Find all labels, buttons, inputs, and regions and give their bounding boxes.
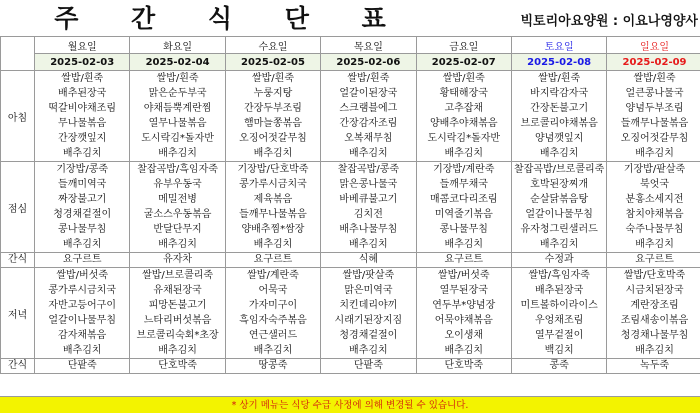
menu-item: 찰잡곡밥/흑임자죽 (137, 164, 218, 175)
day-date-6: 2025-02-09 (607, 54, 700, 71)
menu-item: 스크램블에그 (339, 103, 398, 114)
menu-item: 양배추야채볶음 (429, 118, 498, 129)
menu-item: 배추김치 (158, 148, 197, 159)
snack-cell: 요구르트 (416, 253, 511, 268)
menu-item: 배추김치 (539, 239, 579, 250)
snack-cell: 녹두죽 (607, 359, 700, 374)
menu-item: 찰잡곡밥/브로콜리죽 (513, 164, 605, 175)
menu-item: 배추김치 (253, 239, 293, 250)
corner-cell (1, 37, 35, 71)
dinner-cell (607, 268, 700, 359)
menu-item: 조림새송이볶음 (620, 315, 689, 326)
dinner-cell (130, 268, 225, 359)
menu-item: 북엇국 (640, 179, 670, 190)
menu-item: 누룽지탕 (253, 88, 293, 99)
menu-item: 브로콜리야채볶음 (520, 118, 598, 129)
menu-item: 배추나물무침 (339, 224, 398, 235)
menu-item: 콩가루시금치국 (48, 285, 116, 296)
menu-item: 배추김치 (349, 239, 388, 250)
menu-item: 야채듬뿍계란찜 (143, 103, 212, 114)
snack-cell: 단호박죽 (130, 359, 225, 374)
menu-item: 배추김치 (158, 239, 197, 250)
snack1-label: 간식 (1, 253, 35, 268)
menu-item: 어묵야채볶음 (434, 315, 493, 326)
day-name-0: 월요일 (35, 37, 130, 54)
menu-item: 얼갈이나물무침 (525, 209, 593, 220)
menu-item: 쌀밥/흰죽 (251, 73, 294, 84)
menu-item: 제육볶음 (253, 194, 293, 205)
menu-item: 김치전 (353, 209, 383, 220)
menu-item: 배추김치 (444, 239, 484, 250)
menu-item: 배추김치 (349, 345, 388, 356)
menu-item: 간장깻잎지 (58, 133, 107, 144)
lunch-cell (607, 162, 700, 253)
snack-cell: 유자차 (130, 253, 225, 268)
menu-item: 기장밥/계란죽 (433, 164, 495, 175)
menu-item: 연두부*양념장 (432, 300, 496, 311)
menu-item: 쌀밥/흰죽 (156, 73, 199, 84)
menu-item: 느타리버섯볶음 (143, 315, 212, 326)
menu-item: 기장밥/단호박죽 (237, 164, 309, 175)
menu-item: 기장밥/콩죽 (56, 164, 109, 175)
menu-item: 오이생채 (444, 330, 484, 341)
menu-item: 청경채나물무침 (620, 330, 689, 341)
menu-item: 들깨무나물볶음 (239, 209, 307, 220)
menu-item: 배추김치 (253, 345, 293, 356)
menu-item: 참치야채볶음 (625, 209, 684, 220)
menu-item: 얼갈이된장국 (339, 88, 398, 99)
menu-item: 쌀밥/흰죽 (633, 73, 676, 84)
menu-item: 자반고등어구이 (48, 300, 116, 311)
snack-cell: 수정과 (511, 253, 606, 268)
menu-item: 브로콜리숙회*초장 (136, 330, 219, 341)
menu-item: 배추된장국 (534, 285, 584, 296)
menu-item: 반달단무지 (153, 224, 202, 235)
menu-item: 숙주나물무침 (625, 224, 684, 235)
day-date-4: 2025-02-07 (416, 54, 511, 71)
lunch-cell (416, 162, 511, 253)
lunch-row (1, 162, 700, 253)
menu-item: 감자채볶음 (58, 330, 107, 341)
menu-item: 시래기된장지짐 (334, 315, 403, 326)
menu-item: 호박된장찌개 (530, 179, 589, 190)
menu-item: 쌀밥/흰죽 (347, 73, 390, 84)
menu-item: 떡갈비야채조림 (48, 103, 116, 114)
menu-item: 맑은콩나물국 (339, 179, 398, 190)
day-date-5: 2025-02-08 (511, 54, 606, 71)
menu-item: 콩나물무침 (439, 224, 488, 235)
menu-item: 미역줄기볶음 (434, 209, 493, 220)
menu-item: 쌀밥/흰죽 (538, 73, 581, 84)
menu-item: 콩가루시금치국 (239, 179, 307, 190)
snack-cell: 요구르트 (225, 253, 320, 268)
facility-name: 빅토리아요양원 : 이요나영양사 (520, 14, 698, 29)
dinner-cell (35, 268, 130, 359)
day-name-1: 화요일 (130, 37, 225, 54)
menu-item: 치킨데리야끼 (339, 300, 398, 311)
snack-cell: 요구르트 (607, 253, 700, 268)
menu-item: 배추김치 (539, 148, 579, 159)
menu-item: 찰잡곡밥/콩죽 (337, 164, 400, 175)
menu-item: 열무된장국 (439, 285, 488, 296)
snack2-label: 간식 (1, 359, 35, 374)
menu-item: 굴소스우동볶음 (143, 209, 212, 220)
menu-item: 매콤코다리조림 (429, 194, 498, 205)
menu-item: 무나물볶음 (58, 118, 107, 129)
menu-item: 배추김치 (444, 345, 484, 356)
menu-item: 청경채겉절이 (339, 330, 398, 341)
dinner-cell (225, 268, 320, 359)
day-name-6: 일요일 (607, 37, 700, 54)
snack-cell: 단호박죽 (416, 359, 511, 374)
menu-item: 맑은미역국 (344, 285, 393, 296)
menu-item: 얼큰콩나물국 (625, 88, 684, 99)
day-date-0: 2025-02-03 (35, 54, 130, 71)
menu-item: 배추김치 (635, 345, 674, 356)
menu-item: 쌀밥/버섯죽 (437, 270, 490, 281)
breakfast-cell (321, 71, 416, 162)
dinner-cell (416, 268, 511, 359)
menu-item: 청경채겉절이 (53, 209, 112, 220)
menu-item: 배추된장국 (58, 88, 107, 99)
lunch-cell (130, 162, 225, 253)
menu-item: 배추김치 (253, 148, 293, 159)
menu-item: 연근샐러드 (248, 330, 298, 341)
day-date-1: 2025-02-04 (130, 54, 225, 71)
menu-item: 양념두부조림 (625, 103, 684, 114)
menu-item: 양념깻잎지 (534, 133, 584, 144)
menu-item: 배추김치 (444, 148, 484, 159)
menu-item: 들깨무나물볶음 (620, 118, 689, 129)
menu-item: 간장감자조림 (339, 118, 398, 129)
menu-item: 배추김치 (635, 239, 674, 250)
menu-item: 얼갈이나물무침 (48, 315, 116, 326)
snack-cell: 요구르트 (35, 253, 130, 268)
menu-item: 바베큐불고기 (339, 194, 398, 205)
menu-item: 배추김치 (158, 345, 197, 356)
menu-item: 오징어젓갈무침 (239, 133, 307, 144)
menu-item: 우엉채조림 (534, 315, 584, 326)
menu-item: 고추잡채 (444, 103, 484, 114)
menu-item: 쌀밥/계란죽 (247, 270, 299, 281)
dinner-cell (321, 268, 416, 359)
day-name-row (1, 37, 700, 54)
breakfast-cell (607, 71, 700, 162)
weekly-menu-table (0, 36, 700, 374)
menu-item: 가자미구이 (248, 300, 298, 311)
breakfast-cell (416, 71, 511, 162)
menu-item: 간장돈불고기 (530, 103, 589, 114)
menu-item: 들깨무채국 (439, 179, 488, 190)
snack-cell: 단팥죽 (35, 359, 130, 374)
date-row (1, 54, 700, 71)
menu-item: 순살닭볶음탕 (530, 194, 589, 205)
lunch-cell (321, 162, 416, 253)
menu-item: 어묵국 (258, 285, 288, 296)
breakfast-cell (225, 71, 320, 162)
day-date-3: 2025-02-06 (321, 54, 416, 71)
menu-item: 양배추찜*쌈장 (241, 224, 305, 235)
day-date-2: 2025-02-05 (225, 54, 320, 71)
lunch-label: 점심 (1, 162, 35, 253)
menu-item: 미트볼하이라이스 (520, 300, 598, 311)
snack1-row (1, 253, 700, 268)
snack-cell: 콩죽 (511, 359, 606, 374)
menu-item: 짜장불고기 (58, 194, 107, 205)
menu-item: 들깨미역국 (58, 179, 107, 190)
menu-item: 열무겉절이 (534, 330, 584, 341)
menu-item: 배추김치 (349, 148, 388, 159)
lunch-cell (225, 162, 320, 253)
menu-item: 배추김치 (62, 345, 102, 356)
menu-item: 오징어젓갈무침 (620, 133, 689, 144)
menu-item: 유자청그린샐러드 (520, 224, 598, 235)
menu-item: 열무나물볶음 (148, 118, 207, 129)
dinner-label: 저녁 (1, 268, 35, 359)
menu-item: 배추김치 (62, 148, 102, 159)
menu-item: 쌀밥/브로콜리죽 (142, 270, 214, 281)
snack-cell: 땅콩죽 (225, 359, 320, 374)
breakfast-cell (511, 71, 606, 162)
menu-item: 황태해장국 (439, 88, 488, 99)
menu-item: 시금치된장국 (625, 285, 684, 296)
menu-item: 유부우동국 (153, 179, 202, 190)
menu-item: 기장밥/팥살죽 (623, 164, 686, 175)
menu-item: 백김치 (544, 345, 574, 356)
menu-item: 쌀밥/단호박죽 (623, 270, 686, 281)
menu-item: 맑은순두부국 (148, 88, 207, 99)
menu-item: 쌀밥/팟살죽 (342, 270, 395, 281)
day-name-4: 금요일 (416, 37, 511, 54)
menu-item: 바지락감자국 (530, 88, 589, 99)
snack-cell: 식혜 (321, 253, 416, 268)
menu-item: 콩나물무침 (58, 224, 107, 235)
menu-item: 유채된장국 (153, 285, 202, 296)
menu-item: 쌀밥/흑임자죽 (528, 270, 590, 281)
day-name-5: 토요일 (511, 37, 606, 54)
breakfast-row (1, 71, 700, 162)
menu-item: 피망돈불고기 (148, 300, 207, 311)
lunch-cell (35, 162, 130, 253)
breakfast-label: 아침 (1, 71, 35, 162)
breakfast-cell (130, 71, 225, 162)
menu-item: 도시락김*돌자반 (427, 133, 501, 144)
menu-item: 쌀밥/버섯죽 (56, 270, 109, 281)
snack2-row (1, 359, 700, 374)
snack-cell: 단팥죽 (321, 359, 416, 374)
day-name-3: 목요일 (321, 37, 416, 54)
day-name-2: 수요일 (225, 37, 320, 54)
menu-item: 배추김치 (635, 148, 674, 159)
menu-item: 쌀밥/흰죽 (442, 73, 485, 84)
menu-item: 분홍소세지전 (625, 194, 684, 205)
menu-item: 흑임자숙주볶음 (239, 315, 307, 326)
lunch-cell (511, 162, 606, 253)
menu-item: 오복채무침 (344, 133, 393, 144)
dinner-row (1, 268, 700, 359)
menu-item: 계란장조림 (630, 300, 679, 311)
dinner-cell (511, 268, 606, 359)
menu-item: 간장두부조림 (243, 103, 302, 114)
breakfast-cell (35, 71, 130, 162)
menu-item: 배추김치 (62, 239, 102, 250)
page-title: 주 간 식 단 표 (54, 4, 408, 33)
menu-item: 메밀전병 (158, 194, 197, 205)
notice-banner: * 상기 메뉴는 식당 수급 사정에 의해 변경될 수 있습니다. (0, 396, 700, 413)
menu-item: 쌀밥/흰죽 (61, 73, 104, 84)
menu-item: 도시락김*돌자반 (141, 133, 214, 144)
menu-item: 햄마늘쫑볶음 (243, 118, 302, 129)
